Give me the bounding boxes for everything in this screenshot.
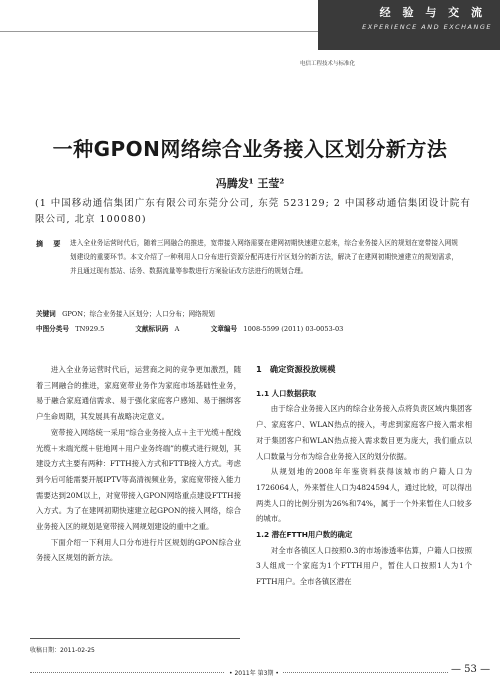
doccode-value: A (174, 325, 180, 333)
paragraph: 宽带接入网络统一采用“综合业务接入点＋主干光缆＋配线光缆＋末端光缆＋驻地网＋用户业务终端”的模式进行规划，其建设方式主要有两种：FTTH接入方式和FTTB接入方式。考虑到今后可能需要开展IPTV等高清视频业务，家庭宽带接入能力需要达到20M以上，对宽带接入GPON网络重点建设FTTH接入方式。为了在建网初期快速建立起GPON的接入网络，综合业务接入区的规划是宽带接入网规划建设的重中之重。 (36, 427, 241, 532)
clc-value: TN929.5 (75, 325, 105, 333)
article-no-value: 1008-5599 (2011) 03-0053-03 (243, 325, 344, 333)
section-banner (318, 0, 500, 50)
paragraph: 对全市各镇区人口按照0.3的市场渗透率估算，户籍人口按照3人组成一个家庭为1个FTTH用户，暂住人口按照1人为1个FTTH用户。全市各镇区潜在 (256, 545, 472, 587)
section-title-en: EXPERIENCE AND EXCHANGE (362, 23, 492, 31)
paragraph: 从规划地的2008年年鉴资料获得该城市的户籍人口为1726064人，外来暂住人口为4824594人，通过比较，可以得出两类人口的比例分别为26%和74%，属于一个外来暂住人口较多的城市。 (256, 467, 472, 524)
keywords-line (36, 308, 215, 318)
article-no-label: 文章编号 (210, 325, 238, 333)
author-affiliation: (1 中国移动通信集团广东有限公司东莞分公司, 东莞 523129; 2 中国移动通信集团设计院有限公司, 北京 100080) (35, 198, 471, 225)
section-heading: 1 确定资源投放规模 (256, 364, 336, 374)
section-title-cn: 经 验 与 交 流 (379, 6, 486, 19)
article-authors: 冯腾发¹ 王莹² (215, 177, 285, 190)
subsection-heading: 1.2 潜在FTTH用户数的确定 (256, 530, 353, 540)
received-date: 收稿日期：2011-02-25 (30, 647, 95, 654)
article-title: 一种GPON网络综合业务接入区划分新方法 (52, 137, 448, 161)
body-right-column (256, 362, 472, 590)
footnote-rule (30, 638, 240, 639)
keywords-label: 关键词 (36, 310, 56, 318)
keywords-value: GPON；综合业务接入区划分；人口分布；网络规划 (62, 310, 215, 318)
paragraph: 由于综合业务接入区内的综合业务接入点将负责区域内集团客户、家庭客户、WLAN热点的接入，考虑到家庭客户接入需求相对于集团客户和WLAN热点接入需求数目更为庞大，我们重点以人口数量与分布为综合业务接入区的划分依据。 (256, 404, 472, 461)
page-number: — 53 — (448, 664, 490, 675)
abstract-label: 摘 要 (36, 240, 65, 248)
doccode-label: 文献标识码 (135, 325, 169, 333)
abstract-text: 进入全业务运营时代后，随着三网融合的推进，宽带接入网络需要在建网初期快速建立起来，综合业务接入区的规划在宽带接入网规划建设的重要环节。本文介绍了一种利用人口分布进行资源分配再进行片区划分的新方法，解决了在建网初期快速建立的规划需求，并且通过现有基站、话务、数据流量等参数进行方案验证改方法进行的规划合理。 (70, 239, 458, 275)
issue-label: • 2011年 第3期 • (225, 668, 283, 677)
classification-line (36, 323, 476, 333)
journal-name: 电信工程技术与标准化 (300, 61, 356, 67)
body-left-column (36, 362, 241, 566)
subsection-heading: 1.1 人口数据获取 (256, 388, 317, 398)
paragraph: 下面介绍一下利用人口分布进行片区规划的GPON综合业务接入区规划的新方法。 (36, 537, 241, 563)
paragraph: 进入全业务运营时代后，运营商之间的竞争更加激烈，随着三网融合的推进，家庭宽带业务作为家庭市场基础性业务，易于融合家庭通信需求、易于强化家庭客户感知、易于捆绑客户生命周期，其发展具有战略决定意义。 (36, 365, 241, 422)
clc-label: 中图分类号 (36, 325, 69, 333)
